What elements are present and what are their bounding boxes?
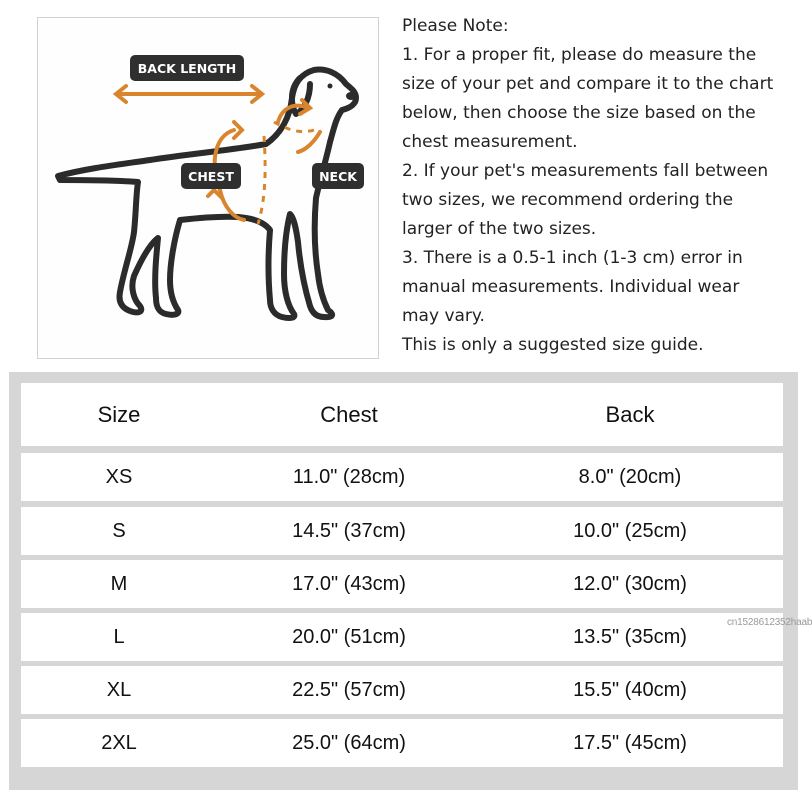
note-line: larger of the two sizes. xyxy=(402,219,597,239)
note-line: manual measurements. Individual wear xyxy=(402,277,740,297)
dog-eye xyxy=(328,84,333,89)
note-line: This is only a suggested size guide. xyxy=(402,335,704,355)
back-cell: 13.5" (35cm) xyxy=(573,625,687,648)
back-length-label xyxy=(130,55,244,81)
note-line: chest measurement. xyxy=(402,132,578,152)
chest-cell: 22.5" (57cm) xyxy=(292,678,406,701)
svg-text:CHEST: CHEST xyxy=(188,169,234,184)
chest-cell: 14.5" (37cm) xyxy=(292,519,406,542)
size-cell: XL xyxy=(106,678,132,701)
dog-nose xyxy=(346,92,356,100)
measurement-diagram xyxy=(37,17,379,359)
back-cell: 17.5" (45cm) xyxy=(573,731,687,754)
table-row xyxy=(21,507,783,555)
chest-cell: 25.0" (64cm) xyxy=(292,731,406,754)
size-cell: S xyxy=(112,519,126,542)
harness-lines xyxy=(258,122,314,224)
note-line: 1. For a proper fit, please do measure the xyxy=(402,45,757,65)
note-line: 3. There is a 0.5-1 inch (1-3 cm) error in xyxy=(402,248,743,268)
note-line: two sizes, we recommend ordering the xyxy=(402,190,734,210)
dog-illustration xyxy=(38,18,380,360)
neck-label xyxy=(312,163,364,189)
seller-watermark: cn1528612352haab xyxy=(727,617,812,628)
header-back: Back xyxy=(605,401,655,427)
svg-text:NECK: NECK xyxy=(319,169,357,184)
size-cell: XS xyxy=(105,465,133,488)
notes-heading: Please Note: xyxy=(402,16,509,36)
back-cell: 8.0" (20cm) xyxy=(578,465,682,488)
table-row xyxy=(21,666,783,714)
chest-label xyxy=(181,163,241,189)
chest-cell: 20.0" (51cm) xyxy=(292,625,406,648)
size-notes xyxy=(402,12,794,360)
note-line: size of your pet and compare it to the chart xyxy=(402,74,774,94)
note-line: may vary. xyxy=(402,306,485,326)
table-row xyxy=(21,613,783,661)
back-cell: 10.0" (25cm) xyxy=(573,519,687,542)
header-chest: Chest xyxy=(320,401,378,427)
note-line: below, then choose the size based on the xyxy=(402,103,756,123)
header-size: Size xyxy=(97,401,141,427)
table-row xyxy=(21,453,783,501)
note-line: 2. If your pet's measurements fall between xyxy=(402,161,769,181)
size-chart-table xyxy=(9,372,798,790)
size-cell: 2XL xyxy=(101,731,137,754)
back-cell: 12.0" (30cm) xyxy=(573,572,687,595)
svg-text:BACK LENGTH: BACK LENGTH xyxy=(137,61,237,76)
size-cell: L xyxy=(113,625,125,648)
table-row xyxy=(21,719,783,767)
back-cell: 15.5" (40cm) xyxy=(573,678,687,701)
size-cell: M xyxy=(110,572,128,595)
chest-cell: 17.0" (43cm) xyxy=(292,572,406,595)
table-row xyxy=(21,560,783,608)
table-header-row xyxy=(21,383,783,446)
chest-cell: 11.0" (28cm) xyxy=(292,465,406,488)
